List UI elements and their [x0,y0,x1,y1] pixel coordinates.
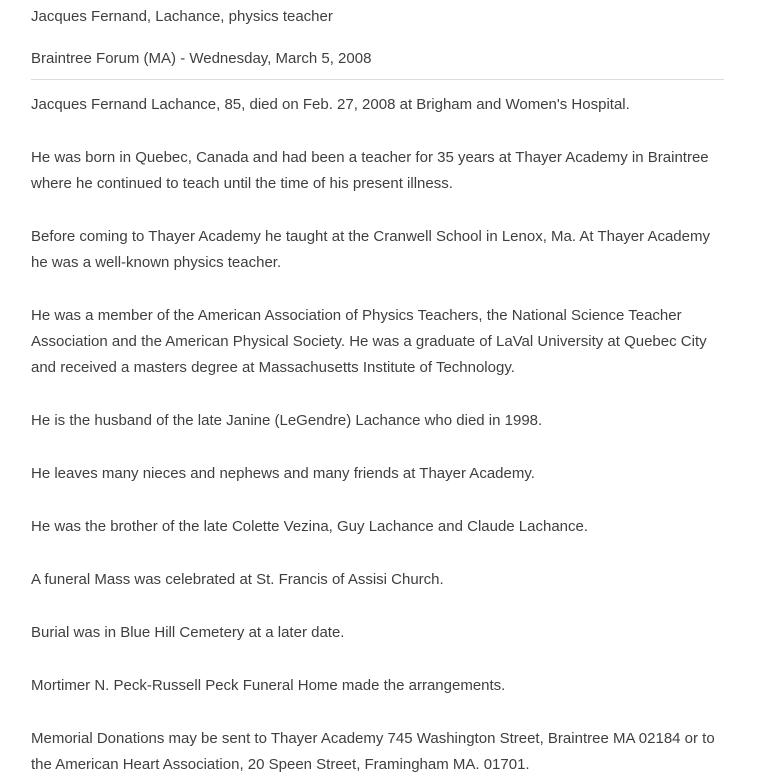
paragraph-burial: Burial was in Blue Hill Cemetery at a later date. [31,624,345,641]
article-headline: Jacques Fernand, Lachance, physics teacher [31,8,333,25]
paragraph-prior-teaching: Before coming to Thayer Academy he taught at the Cranwell School in Lenox, Ma. At Thayer Academy he was a well-known physics teacher. [31,228,710,271]
paragraph-memorial-donations: Memorial Donations may be sent to Thayer Academy 745 Washington Street, Braintree MA 02184 or to the American Heart Association, 20 Speen Street, Framingham MA. 01701. [31,730,715,773]
paragraph-siblings: He was the brother of the late Colette Vezina, Guy Lachance and Claude Lachance. [31,518,589,535]
article-source-dateline: Braintree Forum (MA) - Wednesday, March 5, 2008 [31,50,372,67]
header-divider [31,79,724,80]
paragraph-death-notice: Jacques Fernand Lachance, 85, died on Feb. 27, 2008 at Brigham and Women's Hospital. [31,96,630,113]
article-body [31,92,724,778]
paragraph-survivors: He leaves many nieces and nephews and many friends at Thayer Academy. [31,465,535,482]
paragraph-spouse: He is the husband of the late Janine (LeGendre) Lachance who died in 1998. [31,412,543,429]
paragraph-memberships-education: He was a member of the American Association of Physics Teachers, the National Science Teacher Association and the American Physical Society. He was a graduate of LaVal University at Quebec City and received a masters degree at Massachusetts Institute of Technology. [31,307,707,376]
paragraph-funeral-mass: A funeral Mass was celebrated at St. Francis of Assisi Church. [31,571,444,588]
paragraph-funeral-home: Mortimer N. Peck-Russell Peck Funeral Home made the arrangements. [31,677,506,694]
paragraph-birth-career: He was born in Quebec, Canada and had been a teacher for 35 years at Thayer Academy in Braintree where he continued to teach until the time of his present illness. [31,149,709,192]
